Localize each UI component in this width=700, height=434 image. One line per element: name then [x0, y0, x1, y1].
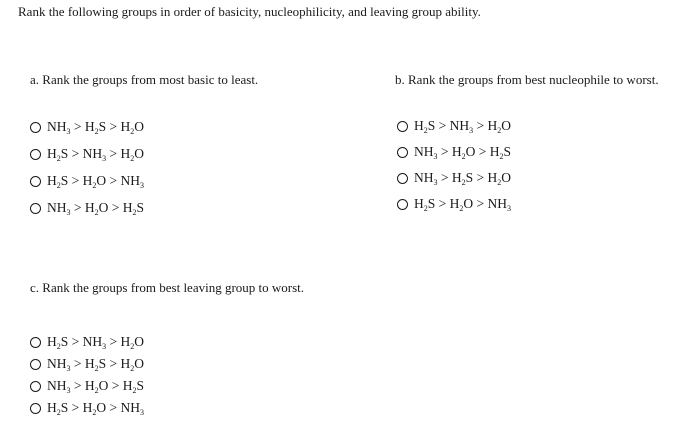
- radio-button-icon[interactable]: [397, 173, 408, 184]
- option-label: $H_2S > NH_3 > H_2O$: [414, 118, 512, 135]
- section-a-option-2[interactable]: [30, 145, 144, 163]
- section-c-option-1[interactable]: [30, 333, 144, 351]
- radio-button-icon[interactable]: [30, 403, 41, 414]
- section-a-option-4[interactable]: [30, 199, 144, 217]
- option-label: $NH_3 > H_2O > H_2S$: [47, 378, 145, 395]
- option-label: $NH_3 > H_2S > H_2O$: [414, 170, 512, 187]
- section-a-option-1[interactable]: [30, 118, 144, 136]
- section-b-option-4[interactable]: [397, 195, 511, 213]
- section-c-option-4[interactable]: [30, 399, 144, 417]
- option-label: $NH_3 > H_2O > H_2S$: [47, 200, 145, 217]
- radio-button-icon[interactable]: [30, 359, 41, 370]
- section-a-prompt: a. Rank the groups from most basic to least.: [30, 72, 259, 87]
- option-label: $H_2S > H_2O > NH_3$: [47, 173, 145, 190]
- section-a-option-3[interactable]: [30, 172, 144, 190]
- question-title: Rank the following groups in order of basicity, nucleophilicity, and leaving group ability.: [18, 4, 481, 19]
- section-c-prompt: c. Rank the groups from best leaving group to worst.: [30, 280, 305, 295]
- option-label: $H_2S > NH_3 > H_2O$: [47, 334, 145, 351]
- radio-button-icon[interactable]: [397, 147, 408, 158]
- radio-button-icon[interactable]: [30, 149, 41, 160]
- radio-button-icon[interactable]: [30, 176, 41, 187]
- option-label: $H_2S > H_2O > NH_3$: [47, 400, 145, 417]
- radio-button-icon[interactable]: [30, 381, 41, 392]
- radio-button-icon[interactable]: [30, 122, 41, 133]
- section-c-option-3[interactable]: [30, 377, 144, 395]
- radio-button-icon[interactable]: [397, 199, 408, 210]
- option-label: $H_2S > NH_3 > H_2O$: [47, 146, 145, 163]
- option-label: $NH_3 > H_2S > H_2O$: [47, 119, 145, 136]
- radio-button-icon[interactable]: [397, 121, 408, 132]
- section-b-prompt: b. Rank the groups from best nucleophile to worst.: [395, 72, 659, 87]
- radio-button-icon[interactable]: [30, 203, 41, 214]
- option-label: $NH_3 > H_2S > H_2O$: [47, 356, 145, 373]
- radio-button-icon[interactable]: [30, 337, 41, 348]
- section-b-option-3[interactable]: [397, 169, 511, 187]
- option-label: $H_2S > H_2O > NH_3$: [414, 196, 512, 213]
- option-label: $NH_3 > H_2O > H_2S$: [414, 144, 512, 161]
- section-b-option-2[interactable]: [397, 143, 511, 161]
- section-b-option-1[interactable]: [397, 117, 511, 135]
- section-c-option-2[interactable]: [30, 355, 144, 373]
